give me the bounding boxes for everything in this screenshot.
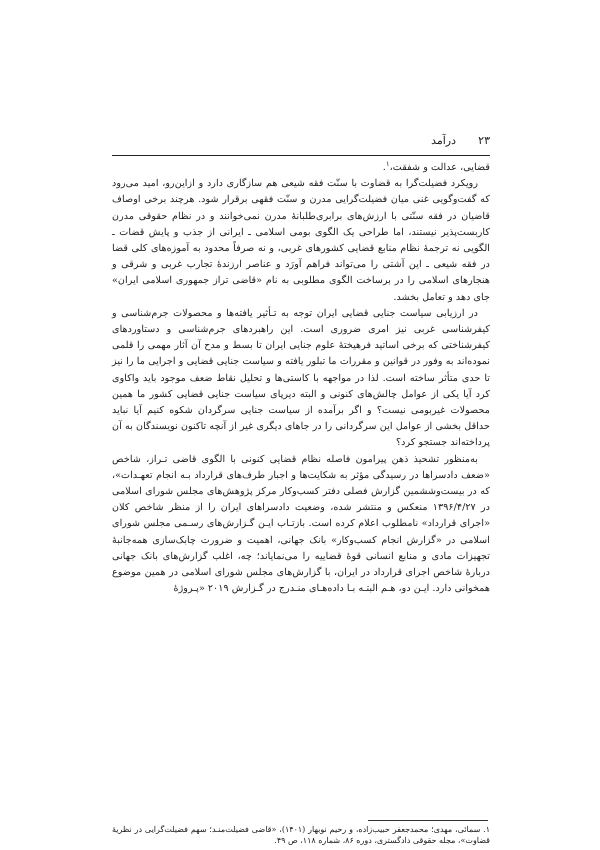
paragraph-1-text: قضایی، عدالت و شفقت، bbox=[389, 162, 490, 173]
body-text bbox=[112, 160, 490, 597]
paragraph-2: رویکرد فضیلت‌گرا به قضاوت با سنّت فقه شیعی هم سازگاری دارد و ازاین‌رو، امید می‌رود که گفت‌وگویی غنی میان فضیلت‌گرایی مدرن و سنّت فقهی برقرار شود. هرچند برخی اوصاف قاضیان در فقه سنّتی با ارزش‌های برابری‌طلبانهٔ مدرن نمی‌خوانند و در نظام حقوقی مدرن کاربست‌پذیر نیستند، اما طراحی یک الگوی بومی اسلامی ـ ایرانی از جذب و پایش قضات ـ الگویی نه ترجمهٔ نظام منابع قضایی کشورهای غربی، و نه صرفاً محدود به آموزه‌های کلی قضا در فقه شیعی ـ این آشتی را می‌تواند فراهم آورَد و عناصر ارزندهٔ تجارب غربی و شرقی و هنجارهای اسلامی را در برساخت الگوی مطلوبی به نام «قاضی تراز جمهوری اسلامی ایران» جای دهد و تعامل بخشد. bbox=[112, 178, 490, 303]
paragraph-4: به‌منظور تشحیذ ذهن پیرامون فاصله نظام قضایی کنونی با الگوی قاضی تـراز، شاخص «ضعف دادسراها در رسیدگی مؤثر به شکایت‌ها و اجبار طرف‌های قرارداد بـه انجام تعهـدات»، که در بیست‌وششمین گزارش فصلی دفتر کسب‌وکار مرکز پژوهش‌های مجلس شورای اسلامی در ۱۳۹۶/۴/۲۷ منعکس و منتشر شده، وضعیت دادسراهای ایران را از منظر شاخص کلان «اجرای قرارداد» نامطلوب اعلام کرده است. بازتـاب ایـن گـزارش‌های رسـمی مجلس شورای اسلامی در «گزارش انجام کسب‌وکار» بانک جهانی، اهمیت و ضرورت چابک‌سازی همه‌جانبهٔ تجهیزات مادی و منابع انسانی قوهٔ قضاییه را می‌نمایاند؛ چه، اغلب گزارش‌های بانک جهانی دربارهٔ شاخص اجرای قرارداد در ایران، با گزارش‌های مجلس شورای اسلامی در همین موضوع همخوانی دارد. ایـن دو، هـم البتـه بـا داده‌هـای منـدرج در گـزارش ۲۰۱۹ «پـروژهٔ bbox=[112, 453, 490, 595]
footnote-ref-1[interactable]: ۱ bbox=[385, 159, 390, 168]
running-title: درآمد bbox=[431, 134, 456, 147]
running-header bbox=[112, 132, 490, 150]
paragraph-3: در ارزیابی سیاست جنایی قضایی ایران توجه به تـأثیر یافته‌ها و محصولات جرم‌شناسی و کیفرشناسی غربی نیز امری ضروری است. این راهبردهای جرم‌شناسی و دستاوردهای کیفرشناختی که برخی اساتید فرهیختهٔ علوم جنایی ایران تا بسط و مدح آن آثار مهمی را قلمی نموده‌اند به وفور در قوانین و مقررات ما تبلور یافته و سیاست جنایی قضایی و اجرایی ما را نیز تا حدی متأثر ساخته است. لذا در مواجهه با کاستی‌ها و تحلیل نقاط ضعف موجود باید واکاوی کرد آیا یکی از عوامل چالش‌های کنونی و البته دیرپای سیاست جنایی قضایی کشور ما همین محصولات غیربومی نیست؟ و اگر برآمده از سیاست جنایی سرگردان شکوه کنیم آیا نباید حداقل بخشی از عوامل این سرگردانی را در جاهای دیگری غیر از آنچه تاکنون نویسندگان به آن پرداخته‌اند جستجو کرد؟ bbox=[112, 307, 490, 449]
footnote-rule bbox=[368, 820, 488, 821]
page-number: ۲۳ bbox=[478, 134, 490, 147]
header-rule bbox=[112, 155, 490, 156]
paragraph-1-end: . bbox=[382, 162, 386, 173]
footnote-1: ۱. سمائی، مهدی؛ محمدجعفر حبیب‌زاده، و رحیم نوبهار (۱۴۰۱)، «قاضی فضیلت‌منـد؛ سهم فضیلت‌گرایی در نظریهٔ قضاوت»، مجله حقوقی دادگستری، دوره ۸۶، شماره ۱۱۸، ص ۴۹. bbox=[112, 825, 491, 845]
paragraph-1 bbox=[112, 160, 490, 176]
